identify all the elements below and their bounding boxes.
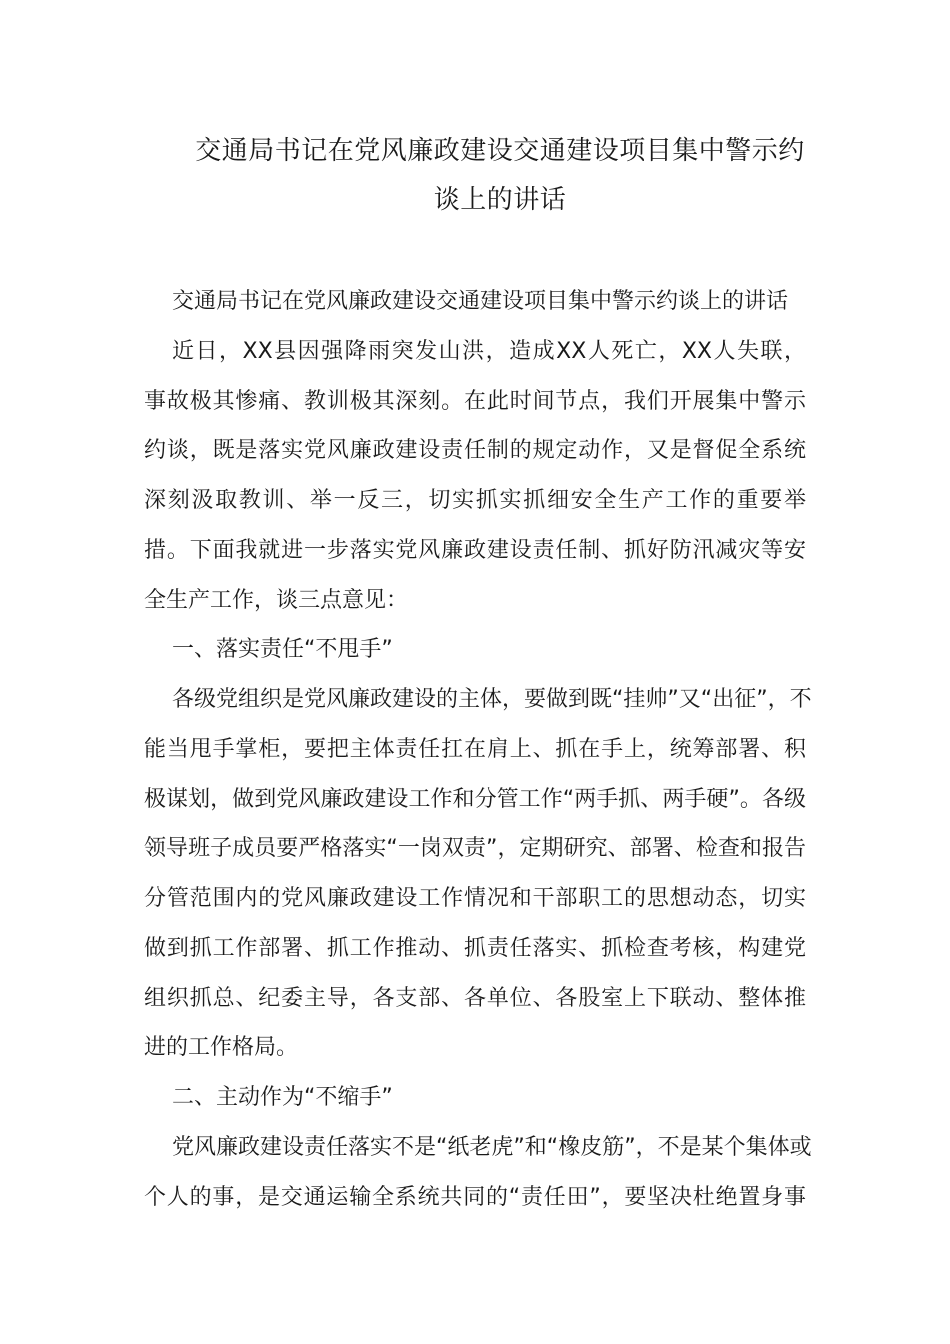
paragraph-line: 极谋划，做到党风廉政建设工作和分管工作“两手抓、两手硬”。各级 [144, 787, 806, 812]
section-heading-1: 一、落实责任“不甩手” [172, 637, 393, 662]
paragraph-line: 进的工作格局。 [144, 1035, 299, 1060]
paragraph-line: 事故极其惨痛、教训极其深刻。在此时间节点，我们开展集中警示 [144, 389, 806, 414]
paragraph-line: 领导班子成员要严格落实“一岗双责”，定期研究、部署、检查和报告 [144, 836, 806, 861]
section-heading-2: 二、主动作为“不缩手” [172, 1085, 393, 1110]
paragraph-line: 约谈，既是落实党风廉政建设责任制的规定动作，又是督促全系统 [144, 438, 806, 463]
document-title-line-2: 谈上的讲话 [433, 185, 567, 215]
paragraph-line: 个人的事，是交通运输全系统共同的“责任田”，要坚决杜绝置身事 [144, 1185, 806, 1210]
paragraph-line: 做到抓工作部署、抓工作推动、抓责任落实、抓检查考核，构建党 [144, 936, 806, 961]
paragraph-line: 组织抓总、纪委主导，各支部、各单位、各股室上下联动、整体推 [144, 986, 806, 1011]
paragraph-line: 措。下面我就进一步落实党风廉政建设责任制、抓好防汛减灾等安 [144, 538, 806, 563]
paragraph-line: 全生产工作，谈三点意见： [144, 588, 409, 613]
paragraph-line: 各级党组织是党风廉政建设的主体，要做到既“挂帅”又“出征”，不 [172, 687, 812, 712]
document-title-line-1: 交通局书记在党风廉政建设交通建设项目集中警示约 [195, 136, 805, 166]
paragraph-line: 分管范围内的党风廉政建设工作情况和干部职工的思想动态，切实 [144, 886, 806, 911]
paragraph-line: 党风廉政建设责任落实不是“纸老虎”和“橡皮筋”，不是某个集体或 [172, 1135, 812, 1160]
paragraph-line: 交通局书记在党风廉政建设交通建设项目集中警示约谈上的讲话 [172, 289, 789, 314]
paragraph-line: 近日，XX县因强降雨突发山洪，造成XX人死亡，XX人失联， [172, 339, 806, 364]
paragraph-line: 能当甩手掌柜，要把主体责任扛在肩上、抓在手上，统筹部署、积 [144, 737, 806, 762]
paragraph-line: 深刻汲取教训、举一反三，切实抓实抓细安全生产工作的重要举 [144, 488, 806, 513]
